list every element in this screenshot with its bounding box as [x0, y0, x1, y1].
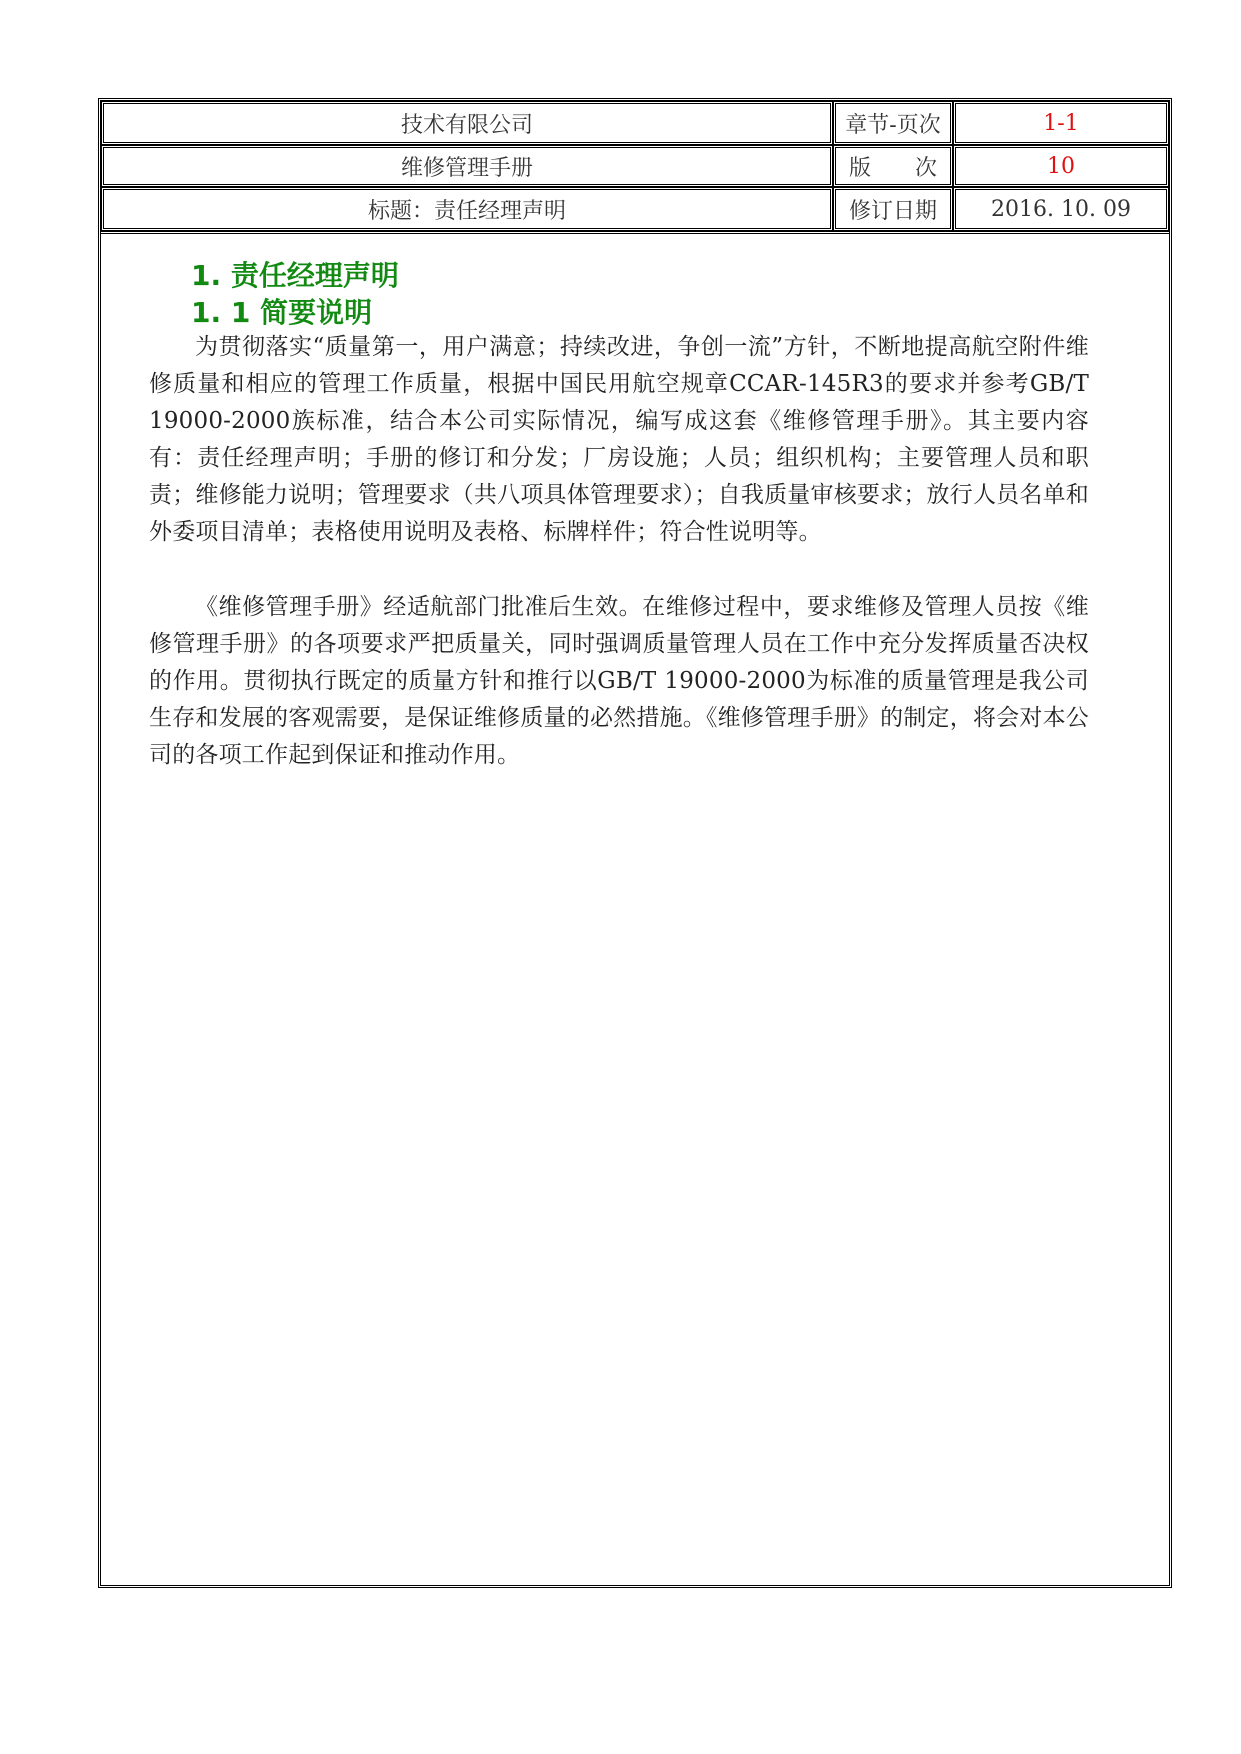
version-value-cell: 10 [953, 145, 1169, 187]
revision-date-label-cell: 修订日期 [833, 187, 953, 231]
chapter-value-cell: 1-1 [953, 101, 1169, 145]
manual-name-cell: 维修管理手册 [101, 145, 833, 187]
paragraph-1: 为贯彻落实“质量第一，用户满意；持续改进，争创一流”方针，不断地提高航空附件维修质量和相应的管理工作质量，根据中国民用航空规章CCAR-145R3的要求并参考GB/T 19000-2000族标准，结合本公司实际情况，编写成这套《维修管理手册》。其主要内容有：责任经理声明；手册的修订和分发；厂房设施；人员；组织机构；主要管理人员和职责；维修能力说明；管理要求（共八项具体管理要求）；自我质量审核要求；放行人员名单和外委项目清单；表格使用说明及表格、标牌样件；符合性说明等。 [149, 334, 1089, 545]
chapter-label-cell: 章节-页次 [833, 101, 953, 145]
document-body [101, 231, 1169, 1585]
section-heading: 1. 责任经理声明 [191, 259, 399, 292]
revision-date-value-cell: 2016. 10. 09 [953, 187, 1169, 231]
paragraph-2: 《维修管理手册》经适航部门批准后生效。在维修过程中，要求维修及管理人员按《维修管理手册》的各项要求严把质量关，同时强调质量管理人员在工作中充分发挥质量否决权的作用。贯彻执行既定的质量方针和推行以GB/T 19000-2000为标准的质量管理是我公司生存和发展的客观需要，是保证维修质量的必然措施。《维修管理手册》的制定，将会对本公司的各项工作起到保证和推动作用。 [149, 594, 1089, 768]
version-label-cell: 版 次 [833, 145, 953, 187]
document-header [101, 101, 1169, 231]
document-frame [98, 98, 1172, 1588]
company-name-cell: 技术有限公司 [101, 101, 833, 145]
subsection-heading: 1. 1 简要说明 [191, 296, 373, 329]
document-title-cell: 标题：责任经理声明 [101, 187, 833, 231]
